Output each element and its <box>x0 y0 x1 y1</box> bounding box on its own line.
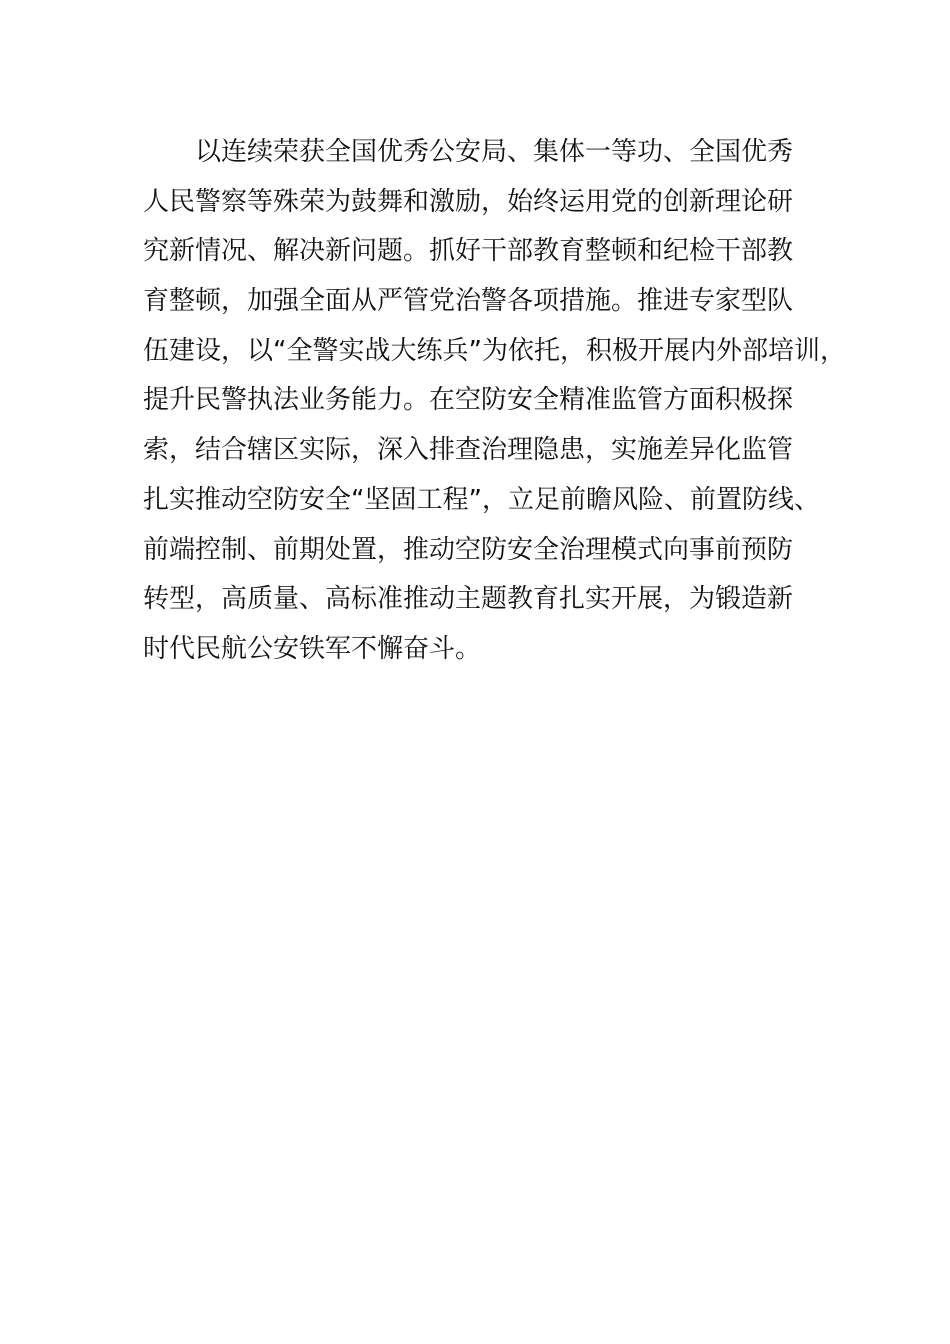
text-line: 人民警察等殊荣为鼓舞和激励，始终运用党的创新理论研 <box>143 186 794 217</box>
text-line: 前端控制、前期处置，推动空防安全治理模式向事前预防 <box>143 534 794 565</box>
text-line: 扎实推动空防安全“坚固工程”，立足前瞻风险、前置防线、 <box>143 484 820 515</box>
text-line: 以连续荣获全国优秀公安局、集体一等功、全国优秀 <box>195 137 794 167</box>
text-line: 育整顿，加强全面从严管党治警各项措施。推进专家型队 <box>143 286 794 317</box>
text-line: 提升民警执法业务能力。在空防安全精准监管方面积极探 <box>143 385 794 416</box>
text-line: 索，结合辖区实际，深入排查治理隐患，实施差异化监管 <box>143 435 794 466</box>
text-line: 究新情况、解决新问题。抓好干部教育整顿和纪检干部教 <box>143 236 794 267</box>
text-line: 转型，高质量、高标准推动主题教育扎实开展，为锻造新 <box>143 584 794 615</box>
text-line: 伍建设，以“全警实战大练兵”为依托，积极开展内外部培训， <box>143 335 846 366</box>
body-paragraph <box>143 128 846 675</box>
text-line: 时代民航公安铁军不懈奋斗。 <box>143 633 482 664</box>
